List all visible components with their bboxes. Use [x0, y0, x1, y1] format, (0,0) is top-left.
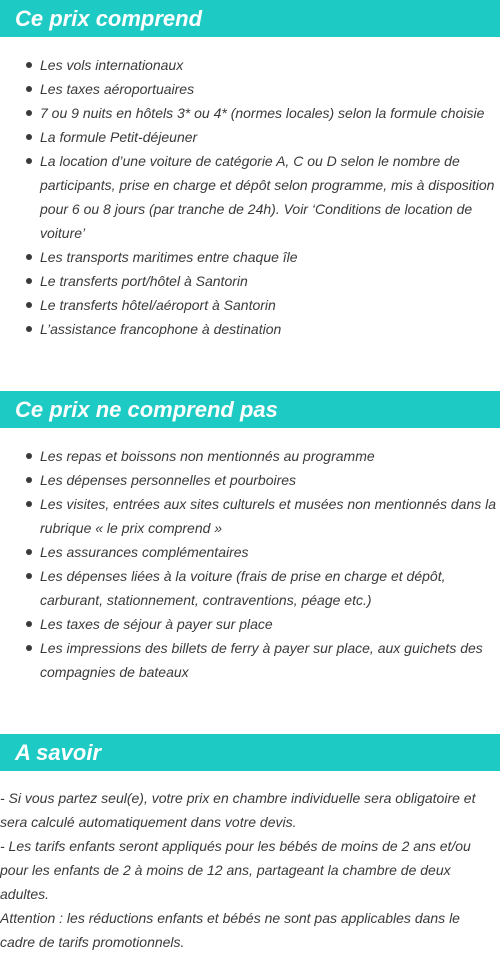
- excludes-title: Ce prix ne comprend pas: [0, 391, 500, 428]
- list-item: Les assurances complémentaires: [0, 540, 500, 564]
- list-item: Les vols internationaux: [0, 53, 500, 77]
- note-paragraph: - Les tarifs enfants seront appliqués pour les bébés de moins de 2 ans et/ou pour les enfants de 2 à moins de 12 ans, partageant la chambre de deux adultes.: [0, 838, 471, 902]
- bullet-icon: [26, 134, 32, 140]
- bullet-icon: [26, 645, 32, 651]
- notes-body: [0, 786, 500, 954]
- bullet-icon: [26, 110, 32, 116]
- list-item: Les taxes de séjour à payer sur place: [0, 612, 500, 636]
- bullet-icon: [26, 326, 32, 332]
- list-item: Le transferts hôtel/aéroport à Santorin: [0, 293, 500, 317]
- bullet-icon: [26, 453, 32, 459]
- notes-title: A savoir: [0, 734, 500, 771]
- list-item: Les dépenses liées à la voiture (frais de prise en charge et dépôt, carburant, stationnement, contraventions, péage etc.): [0, 564, 500, 612]
- list-item: Les transports maritimes entre chaque île: [0, 245, 500, 269]
- bullet-icon: [26, 549, 32, 555]
- bullet-icon: [26, 254, 32, 260]
- list-item: La formule Petit-déjeuner: [0, 125, 500, 149]
- bullet-icon: [26, 86, 32, 92]
- bullet-icon: [26, 158, 32, 164]
- note-paragraph: Attention : les réductions enfants et bébés ne sont pas applicables dans le cadre de tarifs promotionnels.: [0, 910, 460, 950]
- includes-list: [0, 53, 500, 341]
- bullet-icon: [26, 477, 32, 483]
- bullet-icon: [26, 302, 32, 308]
- bullet-icon: [26, 62, 32, 68]
- bullet-icon: [26, 501, 32, 507]
- list-item: La location d’une voiture de catégorie A, C ou D selon le nombre de participants, prise en charge et dépôt selon programme, mis à disposition pour 6 ou 8 jours (par tranche de 24h). Voir ‘Conditions de location de voiture’: [0, 149, 500, 245]
- list-item: 7 ou 9 nuits en hôtels 3* ou 4* (normes locales) selon la formule choisie: [0, 101, 500, 125]
- list-item: Les visites, entrées aux sites culturels et musées non mentionnés dans la rubrique « le prix comprend »: [0, 492, 500, 540]
- list-item: Les taxes aéroportuaires: [0, 77, 500, 101]
- note-paragraph: - Si vous partez seul(e), votre prix en chambre individuelle sera obligatoire et sera calculé automatiquement dans votre devis.: [0, 790, 476, 830]
- list-item: Le transferts port/hôtel à Santorin: [0, 269, 500, 293]
- bullet-icon: [26, 278, 32, 284]
- list-item: L’assistance francophone à destination: [0, 317, 500, 341]
- bullet-icon: [26, 573, 32, 579]
- includes-title: Ce prix comprend: [0, 0, 500, 37]
- excludes-section: [0, 391, 500, 684]
- excludes-list: [0, 444, 500, 684]
- list-item: Les dépenses personnelles et pourboires: [0, 468, 500, 492]
- notes-section: [0, 734, 500, 954]
- list-item: Les repas et boissons non mentionnés au programme: [0, 444, 500, 468]
- bullet-icon: [26, 621, 32, 627]
- includes-section: [0, 0, 500, 341]
- list-item: Les impressions des billets de ferry à payer sur place, aux guichets des compagnies de bateaux: [0, 636, 500, 684]
